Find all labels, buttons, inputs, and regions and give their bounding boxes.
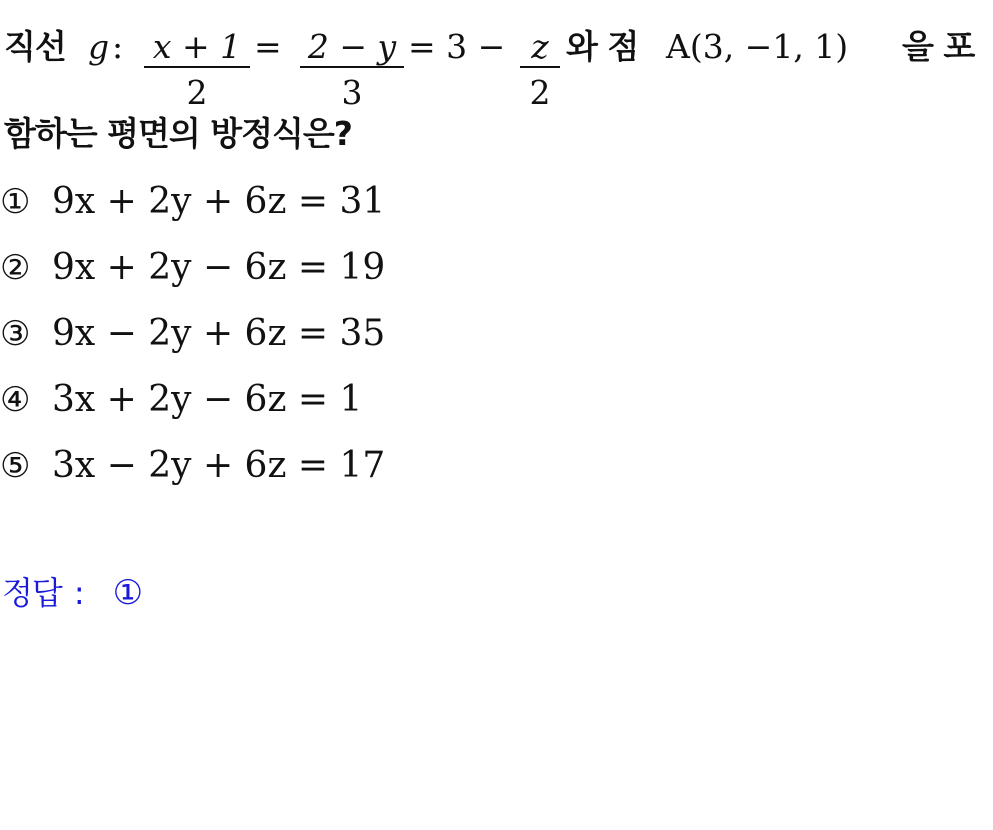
choice-2-marker: ② — [0, 248, 31, 288]
question-line-1 — [4, 0, 989, 112]
fraction-3 — [520, 28, 560, 112]
question-lead: 직선 — [4, 27, 66, 66]
choice-4-equation: 3x + 2y − 6z = 1 — [52, 379, 363, 420]
connector-text: 와 점 — [566, 27, 639, 66]
equals-1: = — [254, 27, 282, 66]
fraction-1-numerator: x + 1 — [152, 27, 242, 66]
fraction-3-denominator: 2 — [529, 73, 551, 112]
line-colon: : — [112, 27, 124, 66]
choice-4-marker: ④ — [0, 380, 31, 420]
fraction-2 — [300, 28, 404, 112]
point-a: A(3, −1, 1) — [666, 27, 849, 66]
choice-1-marker: ① — [0, 182, 31, 222]
line-name: g — [88, 27, 110, 66]
choice-5-equation: 3x − 2y + 6z = 17 — [52, 445, 386, 486]
question-tail: 을 포 — [902, 27, 975, 66]
answer-line — [2, 570, 143, 616]
choice-1-equation: 9x + 2y + 6z = 31 — [52, 181, 386, 222]
choice-3-marker: ③ — [0, 314, 31, 354]
fraction-2-numerator: 2 − y — [307, 27, 397, 66]
answer-colon: : — [73, 574, 85, 612]
answer-value: ① — [112, 573, 144, 613]
equals-3-minus: = 3 − — [408, 27, 506, 66]
fraction-3-numerator: z — [531, 27, 549, 66]
fraction-2-denominator: 3 — [341, 73, 363, 112]
choice-5-marker: ⑤ — [0, 446, 31, 486]
question-line-2: 함하는 평면의 방정식은? — [4, 114, 352, 153]
fraction-1-denominator: 2 — [186, 73, 208, 112]
choice-2-equation: 9x + 2y − 6z = 19 — [52, 247, 386, 288]
choice-3-equation: 9x − 2y + 6z = 35 — [52, 313, 386, 354]
fraction-1 — [144, 28, 250, 112]
answer-label: 정답 — [2, 574, 62, 612]
